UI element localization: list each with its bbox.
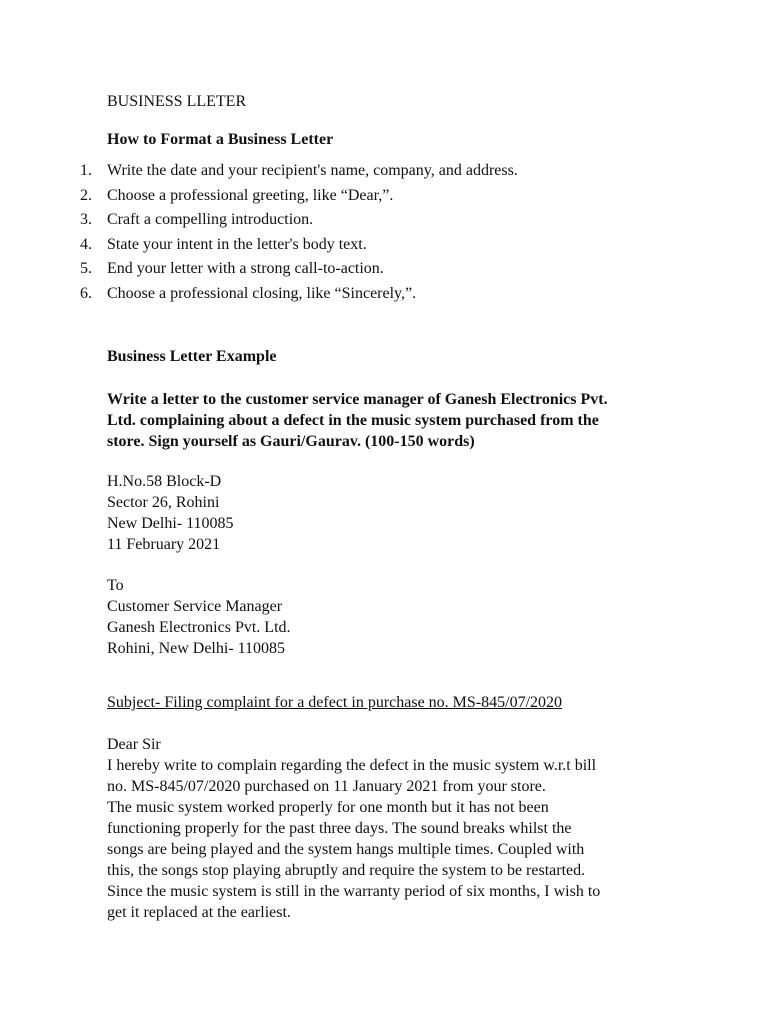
body-line: Since the music system is still in the warranty period of six months, I wish to <box>107 883 601 900</box>
list-item <box>80 209 700 234</box>
step-text: State your intent in the letter's body text. <box>107 235 367 253</box>
task-line: Write a letter to the customer service manager of Ganesh Electronics Pvt. <box>107 391 608 408</box>
step-text: Write the date and your recipient's name, company, and address. <box>107 162 518 179</box>
document-title: BUSINESS LLETER <box>107 93 247 110</box>
body-line: no. MS-845/07/2020 purchased on 11 January 2021 from your store. <box>107 778 546 795</box>
list-item <box>80 160 700 185</box>
step-number: 2. <box>80 186 92 204</box>
recipient-line: To <box>107 577 124 594</box>
step-text: Craft a compelling introduction. <box>107 211 314 228</box>
example-heading: Business Letter Example <box>107 348 277 365</box>
body-line: get it replaced at the earliest. <box>107 904 291 921</box>
recipient-line: Ganesh Electronics Pvt. Ltd. <box>107 619 291 636</box>
letter-date: 11 February 2021 <box>107 536 221 553</box>
address-line: New Delhi- 110085 <box>107 515 234 532</box>
body-line: songs are being played and the system hangs multiple times. Coupled with <box>107 841 585 858</box>
salutation: Dear Sir <box>107 736 161 753</box>
body-line: functioning properly for the past three days. The sound breaks whilst the <box>107 820 572 837</box>
format-steps-list <box>80 160 700 307</box>
task-prompt <box>107 389 677 452</box>
step-text: Choose a professional greeting, like “Dear,”. <box>107 186 394 204</box>
body-line: The music system worked properly for one month but it has not been <box>107 799 549 816</box>
step-number: 3. <box>80 211 92 228</box>
sender-address <box>107 471 707 555</box>
list-item <box>80 258 700 283</box>
list-item <box>80 283 700 308</box>
step-number: 1. <box>80 162 92 179</box>
list-item <box>80 234 700 259</box>
task-line: store. Sign yourself as Gauri/Gaurav. (100-150 words) <box>107 433 475 450</box>
step-number: 6. <box>80 284 92 302</box>
address-line: Sector 26, Rohini <box>107 494 220 511</box>
list-item <box>80 185 700 210</box>
subject-line: Subject- Filing complaint for a defect in purchase no. MS-845/07/2020 <box>107 694 563 711</box>
step-number: 4. <box>80 235 92 253</box>
recipient-block <box>107 575 707 659</box>
task-line: Ltd. complaining about a defect in the music system purchased from the <box>107 412 599 429</box>
howto-heading: How to Format a Business Letter <box>107 131 334 148</box>
letter-body <box>107 734 652 923</box>
body-line: this, the songs stop playing abruptly and require the system to be restarted. <box>107 862 586 879</box>
step-text: Choose a professional closing, like “Sincerely,”. <box>107 284 417 302</box>
recipient-line: Customer Service Manager <box>107 598 283 615</box>
recipient-line: Rohini, New Delhi- 110085 <box>107 640 286 657</box>
step-number: 5. <box>80 260 92 277</box>
step-text: End your letter with a strong call-to-action. <box>107 260 384 277</box>
address-line: H.No.58 Block-D <box>107 473 222 490</box>
body-line: I hereby write to complain regarding the defect in the music system w.r.t bill <box>107 757 597 774</box>
